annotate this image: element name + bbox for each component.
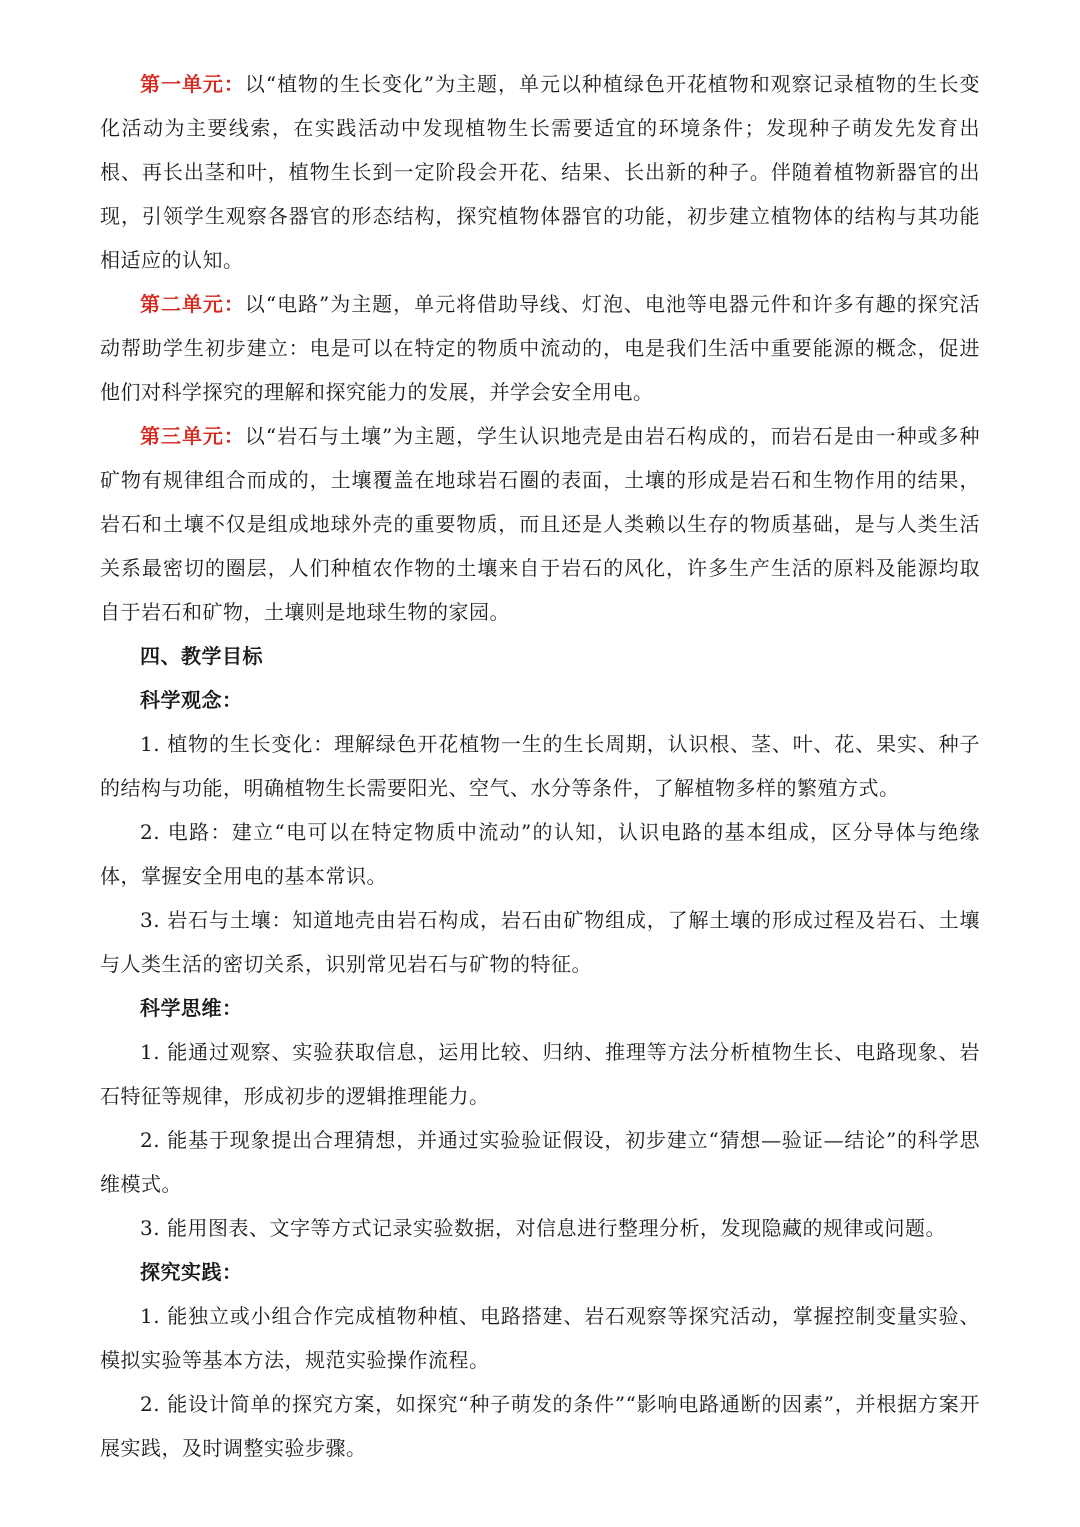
subheading-science-thinking: 科学思维： bbox=[140, 996, 243, 1020]
unit-2-label: 第二单元： bbox=[140, 292, 245, 316]
thinking-item-1: 1. 能通过观察、实验获取信息，运用比较、归纳、推理等方法分析植物生长、电路现象、岩石特征等规律，形成初步的逻辑推理能力。 bbox=[100, 1040, 980, 1108]
unit-3-paragraph bbox=[100, 414, 980, 634]
practice-item-2: 2. 能设计简单的探究方案，如探究“种子萌发的条件”“影响电路通断的因素”，并根据方案开展实践，及时调整实验步骤。 bbox=[100, 1392, 980, 1460]
concept-item-2: 2. 电路：建立“电可以在特定物质中流动”的认知，认识电路的基本组成，区分导体与绝缘体，掌握安全用电的基本常识。 bbox=[100, 820, 980, 888]
document-body bbox=[100, 62, 980, 1470]
concept-item-3: 3. 岩石与土壤：知道地壳由岩石构成，岩石由矿物组成，了解土壤的形成过程及岩石、土壤与人类生活的密切关系，识别常见岩石与矿物的特征。 bbox=[100, 908, 980, 976]
unit-2-text: 以“电路”为主题，单元将借助导线、灯泡、电池等电器元件和许多有趣的探究活动帮助学生初步建立：电是可以在特定的物质中流动的，电是我们生活中重要能源的概念，促进他们对科学探究的理解和探究能力的发展，并学会安全用电。 bbox=[100, 292, 981, 404]
unit-1-text: 以“植物的生长变化”为主题，单元以种植绿色开花植物和观察记录植物的生长变化活动为主要线索，在实践活动中发现植物生长需要适宜的环境条件；发现种子萌发先发育出根、再长出茎和叶，植物生长到一定阶段会开花、结果、长出新的种子。伴随着植物新器官的出现，引领学生观察各器官的形态结构，探究植物体器官的功能，初步建立植物体的结构与其功能相适应的认知。 bbox=[100, 72, 981, 272]
unit-2-paragraph bbox=[100, 282, 980, 414]
practice-item-1: 1. 能独立或小组合作完成植物种植、电路搭建、岩石观察等探究活动，掌握控制变量实验、模拟实验等基本方法，规范实验操作流程。 bbox=[100, 1304, 980, 1372]
subheading-inquiry-practice: 探究实践： bbox=[140, 1260, 243, 1284]
unit-1-paragraph bbox=[100, 62, 980, 282]
unit-1-label: 第一单元： bbox=[140, 72, 245, 96]
unit-3-text: 以“岩石与土壤”为主题，学生认识地壳是由岩石构成的，而岩石是由一种或多种矿物有规律组合而成的，土壤覆盖在地球岩石圈的表面，土壤的形成是岩石和生物作用的结果，岩石和土壤不仅是组成地球外壳的重要物质，而且还是人类赖以生存的物质基础，是与人类生活关系最密切的圈层，人们种植农作物的土壤来自于岩石的风化，许多生产生活的原料及能源均取自于岩石和矿物，土壤则是地球生物的家园。 bbox=[100, 424, 981, 624]
unit-3-label: 第三单元： bbox=[140, 424, 245, 448]
subheading-science-concepts: 科学观念： bbox=[140, 688, 243, 712]
section-heading-teaching-goals: 四、教学目标 bbox=[140, 644, 263, 668]
concept-item-1: 1. 植物的生长变化：理解绿色开花植物一生的生长周期，认识根、茎、叶、花、果实、种子的结构与功能，明确植物生长需要阳光、空气、水分等条件，了解植物多样的繁殖方式。 bbox=[100, 732, 980, 800]
thinking-item-3: 3. 能用图表、文字等方式记录实验数据，对信息进行整理分析，发现隐藏的规律或问题。 bbox=[140, 1216, 946, 1240]
thinking-item-2: 2. 能基于现象提出合理猜想，并通过实验验证假设，初步建立“猜想—验证—结论”的科学思维模式。 bbox=[100, 1128, 980, 1196]
